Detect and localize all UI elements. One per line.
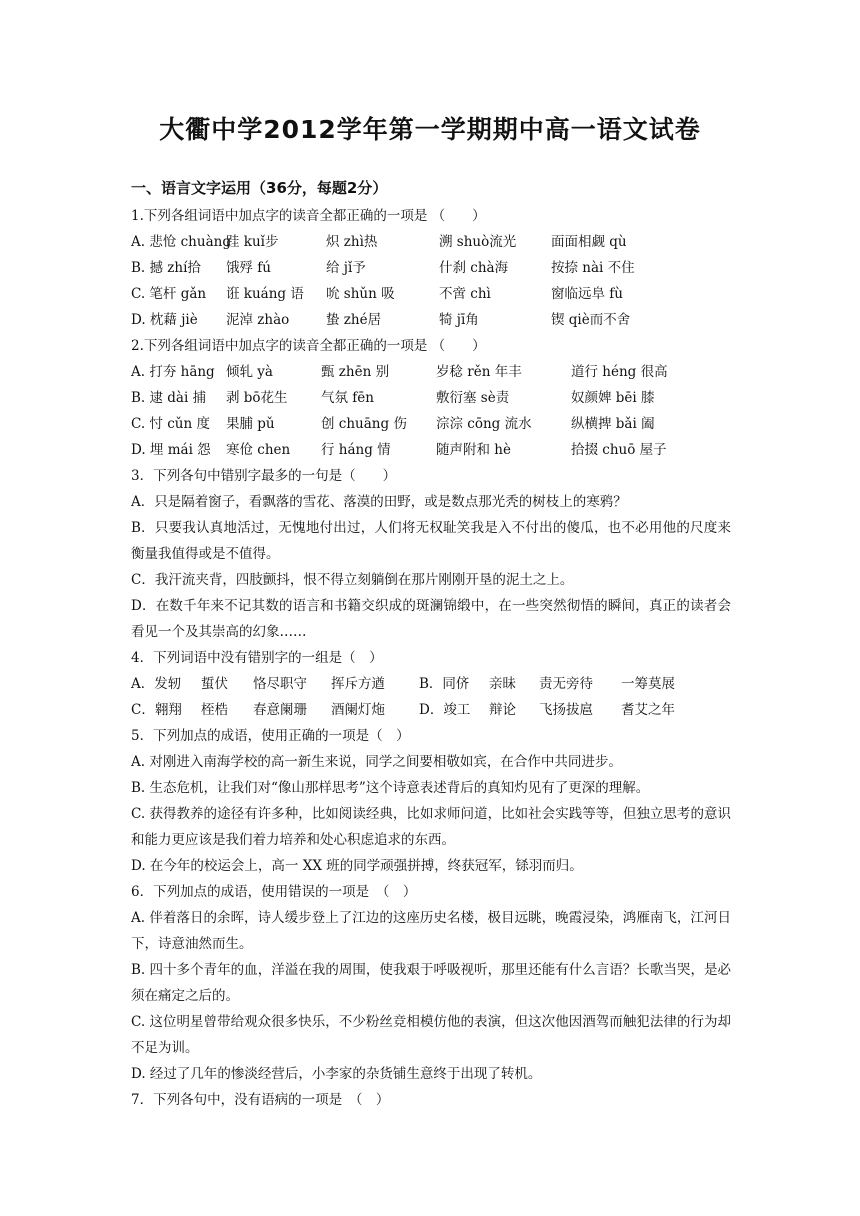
option-b: B. 四十多个青年的血，洋溢在我的周围，使我艰于呼吸视听，那里还能有什么言语？长歌当哭，是必须在痛定之后的。 xyxy=(131,962,731,1004)
option-cell: 责无旁待 xyxy=(539,676,593,692)
option-cell: 酒阑灯炧 xyxy=(331,702,385,718)
option-row xyxy=(131,307,731,333)
option-cell: 面面相觑 qù xyxy=(551,234,627,250)
option-cell: 给 jǐ予 xyxy=(326,260,366,276)
option-row xyxy=(131,411,731,437)
option-row xyxy=(131,359,731,385)
option-cell: 春意阑珊 xyxy=(253,702,307,718)
option-cell: 辩论 xyxy=(489,702,516,718)
page-title: 大衢中学2012学年第一学期期中高一语文试卷 xyxy=(159,115,701,144)
option-cell: 桎梏 xyxy=(201,702,228,718)
option-cell: 蛰 zhé居 xyxy=(326,312,382,328)
option-row xyxy=(131,671,731,697)
option-row xyxy=(131,281,731,307)
question-2 xyxy=(131,333,731,463)
option-cell: 拾掇 chuō 屋子 xyxy=(571,442,667,458)
option-b: B．只要我认真地活过，无愧地付出过，人们将无权耻笑我是入不付出的傻瓜，也不必用他的尺度来衡量我值得或是不值得。 xyxy=(131,520,731,562)
option-cell: 创 chuāng 伤 xyxy=(321,416,407,432)
option-cell: 诳 kuáng 语 xyxy=(226,286,304,302)
option-cell: A. 打夯 hāng xyxy=(131,364,215,380)
option-cell: 飞扬拔扈 xyxy=(539,702,593,718)
question-stem: 3．下列各句中错别字最多的一句是（ ） xyxy=(131,468,397,484)
option-cell: 耆艾之年 xyxy=(621,702,675,718)
option-cell: 泥淖 zhào xyxy=(226,312,290,328)
question-3 xyxy=(131,463,731,645)
option-cell: 奴颜婢 bēi 膝 xyxy=(571,390,655,406)
option-cell: C．翱翔 xyxy=(131,702,182,718)
question-6 xyxy=(131,879,731,1087)
option-b: B. 生态危机，让我们对“像山那样思考”这个诗意表述背后的真知灼见有了更深的理解。 xyxy=(131,780,650,796)
option-cell: 甄 zhēn 别 xyxy=(321,364,390,380)
option-cell: A. 悲怆 chuàng xyxy=(131,234,231,250)
option-cell: 跬 kuǐ步 xyxy=(226,234,279,250)
option-a: A. 对刚进入南海学校的高一新生来说，同学之间要相敬如宾，在合作中共同进步。 xyxy=(131,754,622,770)
question-stem: 5．下列加点的成语，使用正确的一项是（ ） xyxy=(131,728,410,744)
option-cell: 溯 shuò流光 xyxy=(439,234,517,250)
option-cell: 不啻 chì xyxy=(439,286,491,302)
option-a: A．只是隔着窗子，看飘落的雪花、落漠的田野，或是数点那光秃的树枝上的寒鸦？ xyxy=(131,494,627,510)
option-cell: C. 忖 cǔn 度 xyxy=(131,416,210,432)
option-cell: 纵横捭 bǎi 阖 xyxy=(571,416,655,432)
option-cell: D．竣工 xyxy=(419,702,471,718)
option-cell: B. 撼 zhí拾 xyxy=(131,260,201,276)
option-cell: 蜇伏 xyxy=(201,676,228,692)
question-stem: 2.下列各组词语中加点字的读音全都正确的一项是 （ ） xyxy=(131,338,486,354)
option-cell: 倾轧 yà xyxy=(226,364,273,380)
option-cell: 果脯 pǔ xyxy=(226,416,275,432)
question-4 xyxy=(131,645,731,723)
option-d: D．在数千年来不记其数的语言和书籍交织成的斑澜锦缎中，在一些突然彻悟的瞬间，真正的读者会看见一个及其崇高的幻象…… xyxy=(131,598,731,640)
option-cell: 窗临远阜 fù xyxy=(551,286,623,302)
section-heading: 一、语言文字运用（36分，每题2分） xyxy=(131,179,388,197)
question-stem: 4．下列词语中没有错别字的一组是（ ） xyxy=(131,650,383,666)
question-stem: 1.下列各组词语中加点字的读音全都正确的一项是 （ ） xyxy=(131,208,486,224)
option-cell: B．同侪 xyxy=(419,676,470,692)
question-1 xyxy=(131,203,731,333)
option-row xyxy=(131,255,731,281)
option-cell: 吮 shǔn 吸 xyxy=(326,286,395,302)
option-cell: D. 枕藉 jiè xyxy=(131,312,198,328)
option-cell: 炽 zhì热 xyxy=(326,234,378,250)
exam-content xyxy=(131,177,731,1113)
option-cell: 寒伧 chen xyxy=(226,442,291,458)
option-cell: 淙淙 cōng 流水 xyxy=(436,416,532,432)
option-cell: 按捺 nài 不住 xyxy=(551,260,635,276)
option-cell: B. 逮 dài 捕 xyxy=(131,390,207,406)
option-cell: 饿殍 fú xyxy=(226,260,271,276)
option-cell: 随声附和 hè xyxy=(436,442,511,458)
option-cell: 锲 qiè而不舍 xyxy=(551,312,631,328)
option-row xyxy=(131,229,731,255)
option-cell: 敷衍塞 sè责 xyxy=(436,390,510,406)
option-cell: 什刹 chà海 xyxy=(439,260,509,276)
question-5 xyxy=(131,723,731,879)
option-cell: 犄 jī角 xyxy=(439,312,479,328)
option-c: C．我汗流夹背，四肢颤抖，恨不得立刻躺倒在那片刚刚开垦的泥土之上。 xyxy=(131,572,574,588)
option-row xyxy=(131,385,731,411)
option-cell: D. 埋 mái 怨 xyxy=(131,442,211,458)
option-cell: 气氛 fēn xyxy=(321,390,374,406)
question-stem: 6．下列加点的成语，使用错误的一项是 （ ） xyxy=(131,884,417,900)
option-cell: A．发轫 xyxy=(131,676,182,692)
option-cell: 一筹莫展 xyxy=(621,676,675,692)
option-cell: 道行 héng 很高 xyxy=(571,364,668,380)
option-a: A. 伴着落日的余晖，诗人缓步登上了江边的这座历史名楼，极目远眺，晚霞浸染，鸿雁南飞，江河日下，诗意油然而生。 xyxy=(131,910,731,952)
option-cell: 剥 bō花生 xyxy=(226,390,288,406)
option-c: C. 这位明星曾带给观众很多快乐，不少粉丝竞相模仿他的表演，但这次他因酒驾而触犯法律的行为却不足为训。 xyxy=(131,1014,731,1056)
option-row xyxy=(131,437,731,463)
option-cell: 恪尽职守 xyxy=(253,676,307,692)
option-row xyxy=(131,697,731,723)
option-d: D. 在今年的校运会上，高一 XX 班的同学顽强拼搏，终获冠军，铩羽而归。 xyxy=(131,858,583,874)
option-c: C. 获得教养的途径有许多种，比如阅读经典，比如求师问道，比如社会实践等等，但独立思考的意识和能力更应该是我们着力培养和处心积虑追求的东西。 xyxy=(131,806,731,848)
option-d: D. 经过了几年的惨淡经营后，小李家的杂货铺生意终于出现了转机。 xyxy=(131,1066,542,1082)
option-cell: 行 háng 情 xyxy=(321,442,391,458)
option-cell: C. 笔杆 gǎn xyxy=(131,286,207,302)
question-7 xyxy=(131,1087,731,1113)
option-cell: 亲昧 xyxy=(489,676,516,692)
option-cell: 挥斥方遒 xyxy=(331,676,385,692)
question-stem: 7．下列各句中，没有语病的一项是 （ ） xyxy=(131,1092,390,1108)
option-cell: 岁稔 rěn 年丰 xyxy=(436,364,522,380)
